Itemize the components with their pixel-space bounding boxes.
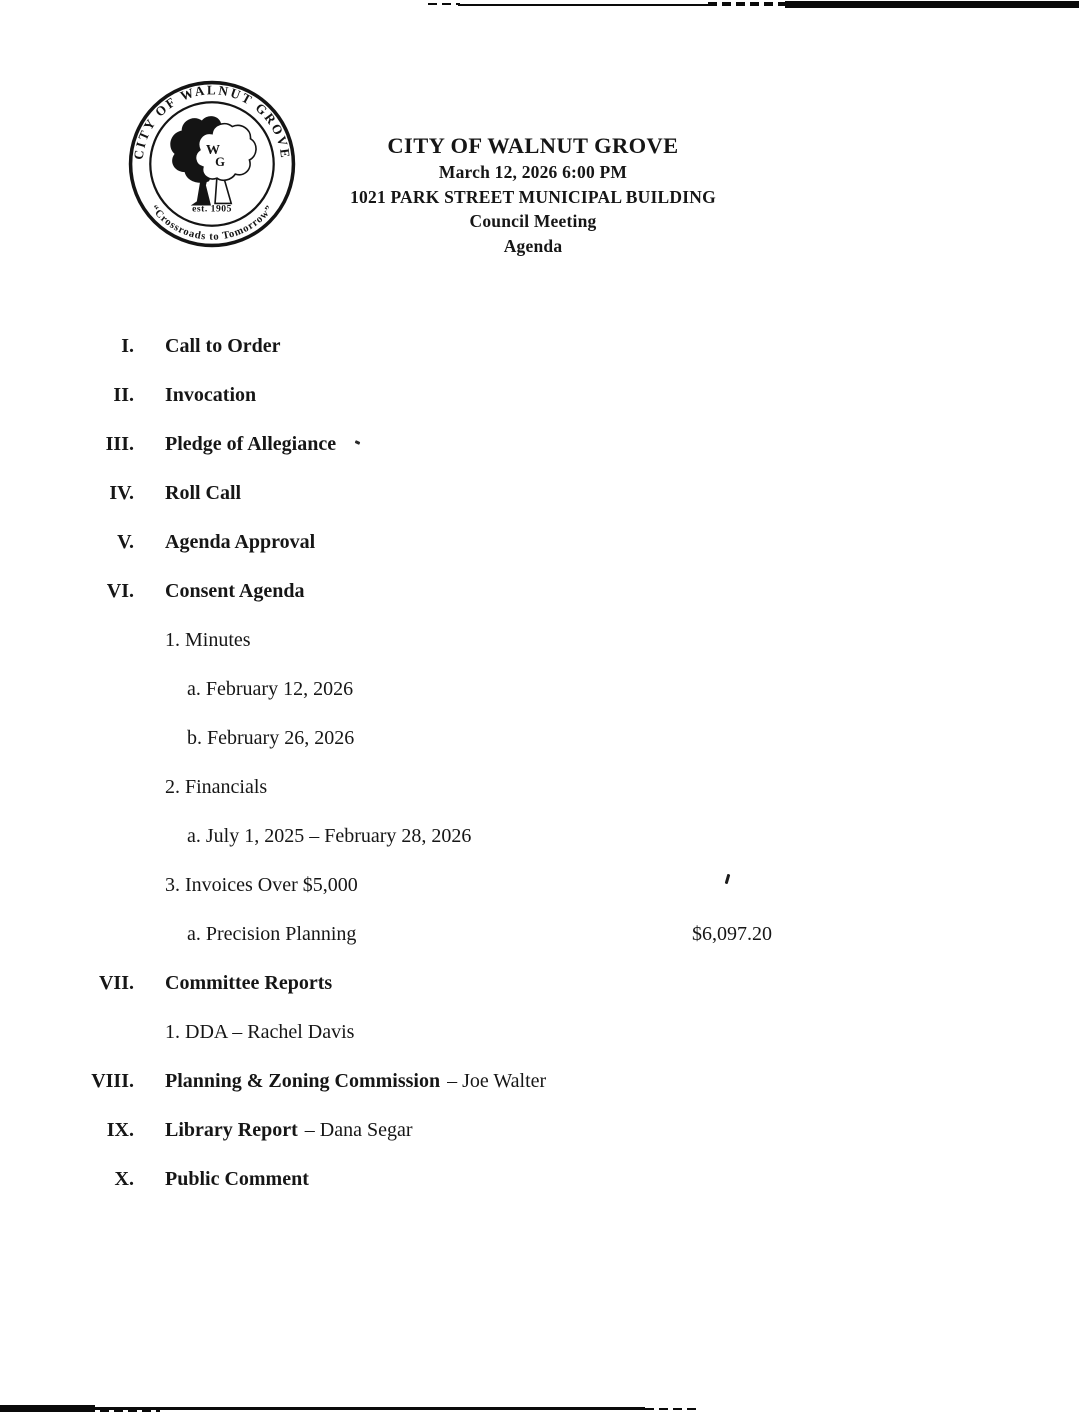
consent-sub-item-financials [0,775,1079,801]
item-title-text: Agenda Approval [165,531,316,553]
item-numeral: VIII. [91,1070,134,1092]
item-numeral: IX. [106,1119,134,1141]
item-numeral: X. [114,1168,134,1190]
item-title-text: Committee Reports [165,972,333,994]
sub-item-text: 3. Invoices Over $5,000 [165,874,358,896]
item-title [165,481,248,506]
item-title [165,334,288,359]
agenda-item-public-comment [0,1167,1079,1193]
meeting-datetime: March 12, 2026 6:00 PM [438,162,628,182]
item-numeral: VII. [98,972,134,994]
consent-sub-item-financials-a [0,824,1079,850]
item-title-text: Planning & Zoning Commission [165,1070,441,1092]
seal-arc-top-text: CITY OF WALNUT GROVE [130,82,294,161]
meeting-location: 1021 PARK STREET MUNICIPAL BUILDING [350,186,716,207]
invoice-amount: $6,097.20 [692,923,772,945]
item-title-text: Library Report [165,1119,298,1141]
scan-artifact-bottom-sub-dashes [100,1410,160,1412]
item-title-text: Public Comment [165,1168,309,1190]
item-title [165,530,322,555]
document-type: Agenda [503,235,563,256]
scan-artifact-top-thin-line [458,4,708,6]
sub-item-text: 1. Minutes [165,629,251,651]
item-title [165,971,339,996]
seal-established-text: est. 1905 [192,203,232,215]
seal-monogram-w: W [205,141,221,158]
consent-sub-item-minutes [0,628,1079,654]
item-title-text: Call to Order [165,335,281,357]
item-title-text: Invocation [165,384,257,406]
item-title-text: Roll Call [165,482,242,504]
scan-artifact-top-thick-bar [785,1,1079,8]
agenda-item-agenda-approval [0,530,1079,556]
item-numeral: V. [117,531,134,553]
sub-item-text: b. February 26, 2026 [187,727,355,749]
scan-artifact-bottom-dashes [645,1408,697,1410]
item-title [165,1167,316,1192]
item-numeral: VI. [106,580,134,602]
item-title-text: Consent Agenda [165,580,305,602]
agenda-item-committee-reports [0,971,1079,997]
meeting-type: Council Meeting [469,211,597,232]
sub-item-text: 2. Financials [165,776,268,798]
scan-artifact-top-dash-cluster [708,2,786,6]
item-title [165,1118,413,1143]
page-title: CITY OF WALNUT GROVE [387,133,679,158]
sub-item-text: a. July 1, 2025 – February 28, 2026 [187,825,472,847]
agenda-item-planning-zoning [0,1069,1079,1095]
item-presenter: – Joe Walter [447,1070,547,1092]
scan-artifact-bottom-thick-bar [0,1405,95,1412]
item-presenter: – Dana Segar [304,1119,413,1141]
consent-sub-item-invoices [0,873,1079,899]
seal-monogram-g: G [215,155,226,170]
item-numeral: III. [105,433,134,455]
consent-sub-item-precision-planning [0,922,1079,948]
item-numeral: II. [113,384,134,406]
sub-item-text: a. Precision Planning [187,923,357,945]
item-title-text: Pledge of Allegiance [165,433,337,455]
agenda-item-pledge-of-allegiance [0,432,1079,458]
item-title [165,432,343,457]
sub-item-text: 1. DDA – Rachel Davis [165,1021,355,1043]
scan-artifact-bottom-thin-line [95,1407,645,1410]
item-numeral: IV. [109,482,134,504]
consent-sub-item-minutes-b [0,726,1079,752]
document-header [233,131,833,258]
agenda-item-invocation [0,383,1079,409]
agenda-item-roll-call [0,481,1079,507]
committee-sub-item-dda [0,1020,1079,1046]
item-title [165,579,311,604]
consent-sub-item-minutes-a [0,677,1079,703]
item-numeral: I. [121,335,134,357]
item-title [165,1069,546,1094]
item-title [165,383,263,408]
scan-artifact-top-dashes [428,3,460,5]
seal-arc-bottom-text: “Crossroads to Tomorrow” [148,203,276,243]
agenda-item-library-report [0,1118,1079,1144]
agenda-item-call-to-order [0,334,1079,360]
sub-item-text: a. February 12, 2026 [187,678,354,700]
agenda-item-consent-agenda [0,579,1079,605]
